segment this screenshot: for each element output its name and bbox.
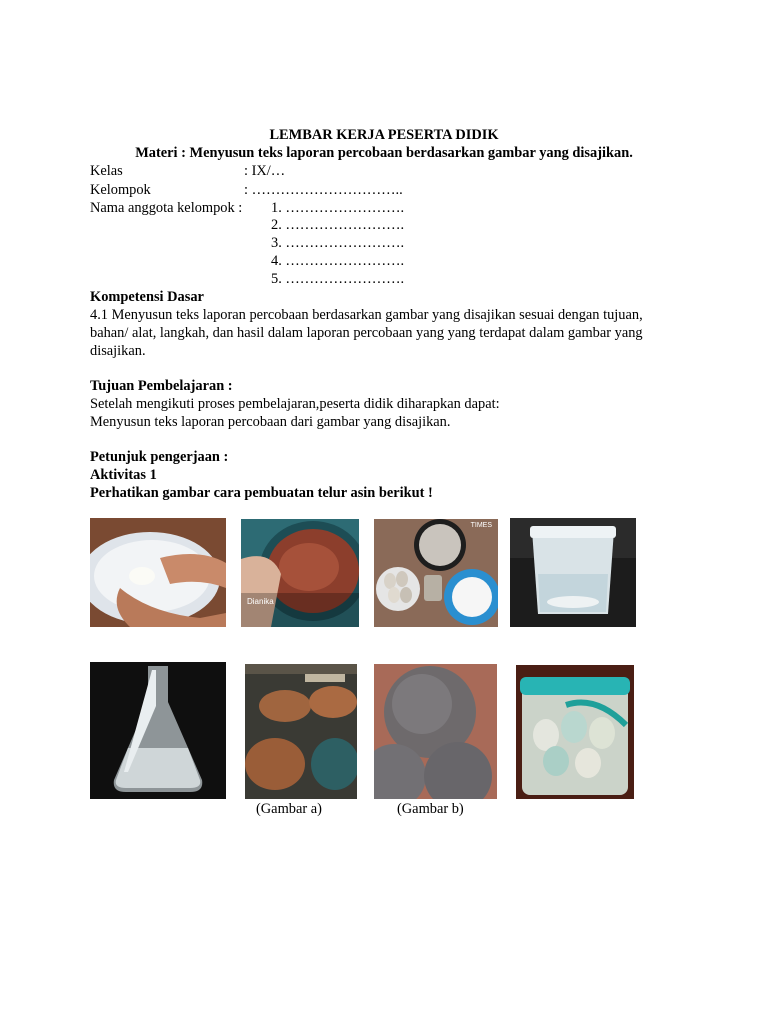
kelas-value: : IX/… [244, 163, 286, 179]
aktivitas-heading: Aktivitas 1 [90, 467, 157, 483]
caption-gambar-a: (Gambar a) [256, 801, 322, 817]
kompetensi-line: 4.1 Menyusun teks laporan percobaan berdasarkan gambar yang disajikan sesuai dengan tujuan, [90, 307, 643, 323]
photo-watermark: TIMES [470, 522, 492, 529]
kelas-label: Kelas [90, 163, 123, 179]
photo-brick-mixture [241, 519, 359, 627]
anggota-item: 3. ……………………. [271, 235, 405, 251]
photo-ash-coated-eggs [374, 664, 497, 799]
instruction-line: Perhatikan gambar cara pembuatan telur asin berikut ! [90, 485, 433, 501]
kompetensi-heading: Kompetensi Dasar [90, 289, 204, 305]
photo-plastic-container [510, 518, 636, 627]
anggota-item: 2. ……………………. [271, 217, 405, 233]
petunjuk-heading: Petunjuk pengerjaan : [90, 449, 229, 465]
tujuan-line: Setelah mengikuti proses pembelajaran,peserta didik diharapkan dapat: [90, 396, 500, 412]
page-title: LEMBAR KERJA PESERTA DIDIK [269, 127, 499, 143]
kelompok-label: Kelompok [90, 182, 151, 198]
anggota-item: 5. ……………………. [271, 271, 405, 287]
kompetensi-line: disajikan. [90, 343, 146, 359]
materi-line: Materi : Menyusun teks laporan percobaan berdasarkan gambar yang disajikan. [135, 145, 633, 161]
photo-ingredients [374, 519, 498, 627]
tujuan-line: Menyusun teks laporan percobaan dari gambar yang disajikan. [90, 414, 451, 430]
photo-glass-flask [90, 662, 226, 799]
photo-watermark: Dianika [247, 597, 274, 606]
tujuan-heading: Tujuan Pembelajaran : [90, 378, 233, 394]
caption-gambar-b: (Gambar b) [397, 801, 464, 817]
photo-egg-coating [90, 518, 226, 627]
kompetensi-line: bahan/ alat, langkah, dan hasil dalam laporan percobaan yang yang terdapat dalam gambar yang [90, 325, 643, 341]
photo-egg-jar [516, 665, 634, 799]
kelompok-value: : ………………………….. [244, 182, 403, 198]
anggota-label: Nama anggota kelompok : [90, 200, 243, 216]
anggota-item: 4. ……………………. [271, 253, 405, 269]
photo-egg-baskets [245, 664, 357, 799]
anggota-item: 1. ……………………. [271, 200, 405, 216]
